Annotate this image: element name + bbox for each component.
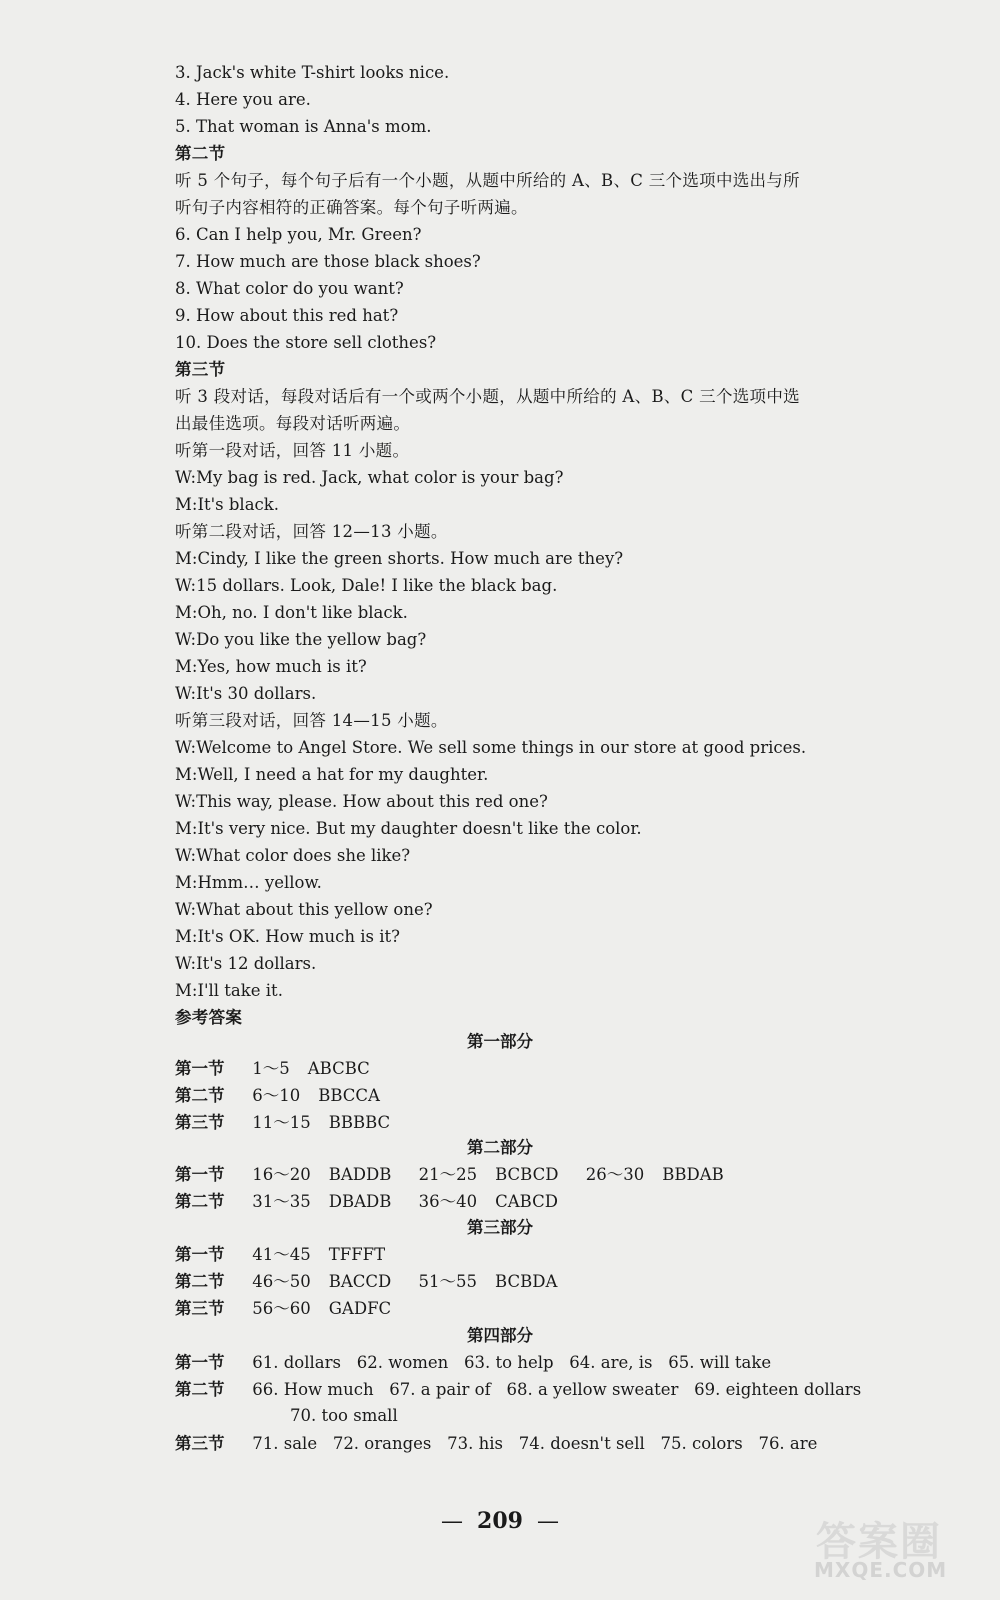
question-range: 31～35 (252, 1192, 311, 1211)
answer-key-heading: 参考答案 (175, 1008, 243, 1027)
answer-row (175, 1379, 861, 1401)
answer-letters: BBBBC (328, 1113, 391, 1132)
script-line-7: 7. How much are those black shoes? (175, 252, 481, 271)
script-line-9: 9. How about this red hat? (175, 306, 399, 325)
part-1-heading: 第一部分 (467, 1032, 533, 1051)
section-label: 第三节 (175, 1434, 225, 1453)
question-range: 36～40 (418, 1192, 478, 1211)
answer-continuation: 70. too small (290, 1406, 398, 1425)
answer-row (175, 1433, 817, 1455)
section-label: 第三节 (175, 1299, 225, 1318)
answer-row (175, 1191, 580, 1213)
question-range: 56～60 (252, 1299, 311, 1318)
answer-letters: BACCD (328, 1272, 392, 1291)
script-line-8: 8. What color do you want? (175, 279, 404, 298)
script-line-4: 4. Here you are. (175, 90, 311, 109)
script-line-3: 3. Jack's white T-shirt looks nice. (175, 63, 450, 82)
question-range: 46～50 (252, 1272, 311, 1291)
answer-letters: DBADB (328, 1192, 392, 1211)
answer-letters: BCBDA (495, 1272, 558, 1291)
section-label: 第三节 (175, 1113, 225, 1132)
dialogue-line: M:Yes, how much is it? (175, 657, 367, 676)
question-range: 41～45 (252, 1245, 311, 1264)
dialogue-line: W:It's 30 dollars. (175, 684, 317, 703)
question-range: 6～10 (252, 1086, 301, 1105)
dialogue-intro: 听第三段对话，回答 14—15 小题。 (175, 711, 448, 730)
dialogue-line: M:Well, I need a hat for my daughter. (175, 765, 489, 784)
dialogue-line: M:Cindy, I like the green shorts. How much are they? (175, 549, 624, 568)
watermark-logo (808, 1510, 978, 1582)
answer-letters: CABCD (495, 1192, 558, 1211)
page-number-value: 209 (477, 1508, 523, 1534)
script-line-10: 10. Does the store sell clothes? (175, 333, 437, 352)
section-label: 第二节 (175, 1272, 225, 1291)
part-2-heading: 第二部分 (467, 1138, 533, 1157)
instruction-line: 出最佳选项。每段对话听两遍。 (175, 414, 411, 433)
question-range: 26～30 (585, 1165, 645, 1184)
answer-row (175, 1244, 407, 1266)
answer-letters: BBDAB (662, 1165, 724, 1184)
dialogue-intro: 听第二段对话，回答 12—13 小题。 (175, 522, 448, 541)
answer-row (175, 1058, 392, 1080)
instruction-line: 听句子内容相符的正确答案。每个句子听两遍。 (175, 198, 528, 217)
part-3-heading: 第三部分 (467, 1218, 533, 1237)
dialogue-line: W:It's 12 dollars. (175, 954, 317, 973)
section-heading: 第二节 (175, 144, 226, 163)
answer-text: 71. sale 72. oranges 73. his 74. doesn't sell 75. colors 76. are (252, 1434, 818, 1453)
dialogue-line: W:Welcome to Angel Store. We sell some things in our store at good prices. (175, 738, 807, 757)
section-label: 第二节 (175, 1192, 225, 1211)
answer-text: 66. How much 67. a pair of 68. a yellow sweater 69. eighteen dollars (252, 1380, 862, 1399)
section-label: 第一节 (175, 1059, 225, 1078)
answer-letters: TFFFT (328, 1245, 386, 1264)
instruction-line: 听 3 段对话，每段对话后有一个或两个小题，从题中所给的 A、B、C 三个选项中选 (175, 387, 800, 406)
part-4-heading: 第四部分 (467, 1326, 533, 1345)
page-dash-right: — (536, 1509, 559, 1534)
answer-row (175, 1112, 412, 1134)
section-label: 第一节 (175, 1353, 225, 1372)
answer-row (175, 1352, 771, 1374)
answer-text: 61. dollars 62. women 63. to help 64. are, is 65. will take (252, 1353, 772, 1372)
question-range: 11～15 (252, 1113, 311, 1132)
dialogue-line: M:Hmm… yellow. (175, 873, 322, 892)
dialogue-line: W:15 dollars. Look, Dale! I like the black bag. (175, 576, 558, 595)
answer-letters: ABCBC (307, 1059, 370, 1078)
section-heading: 第三节 (175, 360, 226, 379)
question-range: 16～20 (252, 1165, 311, 1184)
section-label: 第二节 (175, 1086, 225, 1105)
dialogue-line: M:It's very nice. But my daughter doesn't like the color. (175, 819, 642, 838)
page-dash-left: — (441, 1509, 464, 1534)
script-line-5: 5. That woman is Anna's mom. (175, 117, 432, 136)
question-range: 1～5 (252, 1059, 290, 1078)
answer-letters: BBCCA (318, 1086, 380, 1105)
answer-row (175, 1164, 746, 1186)
watermark-logo-text: 答案圈 (816, 1519, 942, 1565)
dialogue-line: M:I'll take it. (175, 981, 283, 1000)
answer-letters: GADFC (328, 1299, 392, 1318)
dialogue-line: W:Do you like the yellow bag? (175, 630, 427, 649)
answer-letters: BADDB (328, 1165, 392, 1184)
answer-row (175, 1298, 413, 1320)
watermark-site-text: MXQE.COM (814, 1558, 948, 1582)
question-range: 51～55 (418, 1272, 478, 1291)
dialogue-line: W:This way, please. How about this red one? (175, 792, 548, 811)
dialogue-line: M:Oh, no. I don't like black. (175, 603, 408, 622)
answer-row (175, 1271, 579, 1293)
dialogue-line: M:It's black. (175, 495, 280, 514)
instruction-line: 听 5 个句子，每个句子后有一个小题，从题中所给的 A、B、C 三个选项中选出与所 (175, 171, 800, 190)
dialogue-intro: 听第一段对话，回答 11 小题。 (175, 441, 410, 460)
answer-row (175, 1085, 402, 1107)
section-label: 第二节 (175, 1380, 225, 1399)
answer-letters: BCBCD (495, 1165, 559, 1184)
dialogue-line: M:It's OK. How much is it? (175, 927, 401, 946)
dialogue-line: W:What about this yellow one? (175, 900, 433, 919)
section-label: 第一节 (175, 1245, 225, 1264)
dialogue-line: W:My bag is red. Jack, what color is your bag? (175, 468, 564, 487)
script-line-6: 6. Can I help you, Mr. Green? (175, 225, 422, 244)
dialogue-line: W:What color does she like? (175, 846, 411, 865)
section-label: 第一节 (175, 1165, 225, 1184)
question-range: 21～25 (418, 1165, 478, 1184)
